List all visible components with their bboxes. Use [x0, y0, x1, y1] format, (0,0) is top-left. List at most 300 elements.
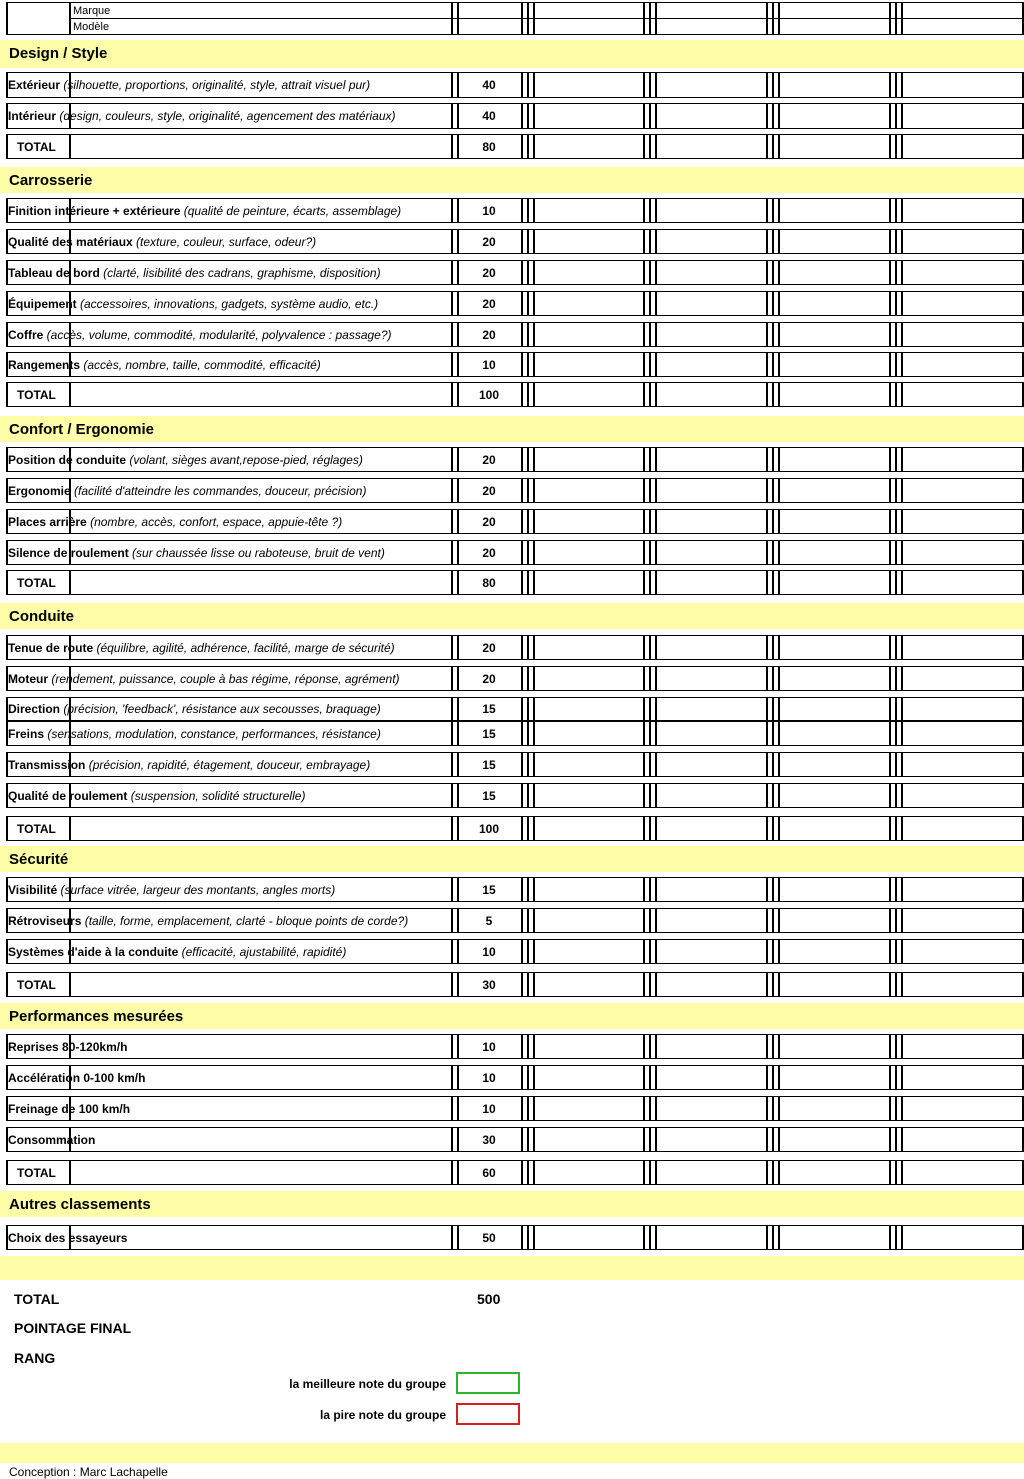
column-divider	[889, 135, 891, 158]
column-divider	[533, 753, 535, 776]
section-title: Conduite	[9, 608, 74, 625]
column-divider	[901, 784, 903, 807]
column-divider	[451, 199, 453, 222]
column-divider	[649, 1161, 651, 1184]
column-divider	[533, 353, 535, 376]
criterion-description: (suspension, solidité structurelle)	[127, 788, 306, 803]
column-divider	[772, 722, 774, 745]
column-divider	[766, 323, 768, 346]
column-divider	[655, 817, 657, 840]
criterion-label	[8, 453, 363, 467]
column-divider	[778, 698, 780, 720]
column-divider	[655, 940, 657, 963]
column-divider	[451, 510, 453, 533]
column-divider	[451, 1066, 453, 1089]
column-divider	[1022, 73, 1024, 97]
criterion-description: (sensations, modulation, constance, performances, résistance)	[44, 726, 381, 741]
column-divider	[889, 1161, 891, 1184]
column-divider	[649, 940, 651, 963]
column-divider	[778, 541, 780, 564]
column-divider	[6, 817, 8, 840]
column-divider	[778, 1066, 780, 1089]
column-divider	[778, 1226, 780, 1249]
column-divider	[901, 1097, 903, 1120]
column-divider	[527, 1128, 529, 1151]
column-divider	[451, 73, 453, 97]
criterion-label	[8, 702, 381, 716]
column-divider	[1022, 541, 1024, 564]
criterion-points: 10	[482, 1070, 496, 1085]
column-divider	[451, 323, 453, 346]
criterion-description: (accessoires, innovations, gadgets, système audio, etc.)	[76, 296, 379, 311]
column-divider	[889, 1035, 891, 1058]
section-total-row	[6, 382, 1024, 407]
column-divider	[451, 261, 453, 284]
column-divider	[772, 323, 774, 346]
column-divider	[895, 73, 897, 97]
column-divider	[451, 479, 453, 502]
column-divider	[655, 636, 657, 659]
criterion-points: 20	[482, 234, 496, 249]
section-total-points: 80	[482, 575, 496, 590]
criterion-description: (rendement, puissance, couple à bas régime, réponse, agrément)	[48, 671, 400, 686]
criterion-description: (accès, nombre, taille, commodité, efficacité)	[80, 357, 321, 372]
column-divider	[778, 261, 780, 284]
column-divider	[901, 636, 903, 659]
column-divider	[895, 448, 897, 471]
column-divider	[766, 541, 768, 564]
column-divider	[889, 722, 891, 745]
column-divider	[766, 383, 768, 406]
column-divider	[766, 1035, 768, 1058]
column-divider	[1022, 1035, 1024, 1058]
criterion-description: (silhouette, proportions, originalité, style, attrait visuel pur)	[60, 78, 371, 92]
column-divider	[6, 383, 8, 406]
column-divider	[527, 698, 529, 720]
column-divider	[655, 541, 657, 564]
column-divider	[527, 973, 529, 996]
pointage-final-label: POINTAGE FINAL	[14, 1320, 132, 1336]
column-divider	[895, 479, 897, 502]
total-label: TOTAL	[17, 139, 56, 154]
column-divider	[527, 722, 529, 745]
column-divider	[1022, 636, 1024, 659]
column-divider	[772, 292, 774, 315]
column-divider	[643, 909, 645, 932]
column-divider	[527, 230, 529, 253]
column-divider	[533, 973, 535, 996]
column-divider	[649, 1035, 651, 1058]
column-divider	[772, 636, 774, 659]
criterion-name: Position de conduite	[8, 452, 127, 467]
column-divider	[521, 292, 523, 315]
column-divider	[889, 292, 891, 315]
column-divider	[533, 261, 535, 284]
criterion-name: Équipement	[8, 296, 77, 311]
total-label: TOTAL	[17, 977, 56, 992]
column-divider	[766, 292, 768, 315]
criterion-label	[8, 1040, 127, 1054]
column-divider	[533, 1035, 535, 1058]
column-divider	[533, 1128, 535, 1151]
column-divider	[889, 571, 891, 594]
column-divider	[895, 940, 897, 963]
column-divider	[1022, 323, 1024, 346]
column-divider	[895, 230, 897, 253]
best-score-legend-label: la meilleure note du groupe	[289, 1377, 446, 1391]
column-divider	[649, 753, 651, 776]
column-divider	[649, 230, 651, 253]
column-divider	[533, 448, 535, 471]
column-divider	[889, 636, 891, 659]
column-divider	[643, 753, 645, 776]
column-divider	[766, 448, 768, 471]
column-divider	[649, 353, 651, 376]
section-total-points: 30	[482, 977, 496, 992]
criterion-label	[8, 727, 381, 741]
column-divider	[69, 135, 71, 158]
column-divider	[643, 199, 645, 222]
section-title: Design / Style	[9, 45, 108, 62]
criterion-label	[8, 1071, 145, 1085]
column-divider	[649, 383, 651, 406]
grand-total-value: 500	[477, 1291, 501, 1307]
best-score-color-box	[456, 1372, 520, 1394]
column-divider	[766, 1097, 768, 1120]
column-divider	[901, 878, 903, 901]
column-divider	[451, 1161, 453, 1184]
column-divider	[889, 230, 891, 253]
criterion-description: (sur chaussée lisse ou raboteuse, bruit de vent)	[128, 545, 385, 560]
column-divider	[451, 383, 453, 406]
column-divider	[521, 667, 523, 690]
column-divider	[655, 698, 657, 720]
column-divider	[895, 1066, 897, 1089]
column-divider	[533, 104, 535, 128]
column-divider	[527, 104, 529, 128]
column-divider	[643, 667, 645, 690]
column-divider	[533, 667, 535, 690]
column-divider	[521, 73, 523, 97]
column-divider	[521, 1161, 523, 1184]
column-divider	[527, 448, 529, 471]
criterion-name: Systèmes d'aide à la conduite	[8, 944, 179, 959]
criterion-label	[8, 484, 366, 498]
credit-band	[0, 1443, 1024, 1463]
column-divider	[889, 261, 891, 284]
summary-band	[0, 1256, 1024, 1280]
column-divider	[521, 636, 523, 659]
column-divider	[451, 448, 453, 471]
criterion-description: (équilibre, agilité, adhérence, facilité, marge de sécurité)	[93, 640, 395, 655]
column-divider	[772, 479, 774, 502]
header-divider	[69, 18, 1024, 19]
column-divider	[889, 940, 891, 963]
criterion-row	[6, 540, 1024, 565]
column-divider	[533, 199, 535, 222]
column-divider	[889, 1066, 891, 1089]
column-divider	[655, 323, 657, 346]
column-divider	[533, 1161, 535, 1184]
criterion-row	[6, 783, 1024, 808]
column-divider	[895, 1128, 897, 1151]
section-title: Autres classements	[9, 1196, 151, 1213]
column-divider	[766, 722, 768, 745]
column-divider	[643, 722, 645, 745]
column-divider	[772, 104, 774, 128]
column-divider	[766, 1128, 768, 1151]
column-divider	[533, 323, 535, 346]
column-divider	[69, 973, 71, 996]
criterion-name: Direction	[8, 702, 61, 716]
column-divider	[451, 230, 453, 253]
column-divider	[778, 784, 780, 807]
column-divider	[778, 973, 780, 996]
column-divider	[533, 1097, 535, 1120]
column-divider	[521, 940, 523, 963]
column-divider	[889, 973, 891, 996]
column-divider	[655, 292, 657, 315]
column-divider	[643, 135, 645, 158]
criterion-name: Accélération 0-100 km/h	[8, 1070, 146, 1085]
column-divider	[527, 199, 529, 222]
column-divider	[772, 698, 774, 720]
column-divider	[1022, 722, 1024, 745]
criterion-points: 15	[482, 702, 496, 716]
column-divider	[649, 541, 651, 564]
column-divider	[1022, 940, 1024, 963]
column-divider	[521, 698, 523, 720]
column-divider	[451, 104, 453, 128]
column-divider	[766, 1226, 768, 1249]
column-divider	[451, 940, 453, 963]
column-divider	[655, 1066, 657, 1089]
column-divider	[1022, 353, 1024, 376]
column-divider	[649, 292, 651, 315]
column-divider	[895, 817, 897, 840]
criterion-row	[6, 291, 1024, 316]
column-divider	[895, 698, 897, 720]
column-divider	[649, 1226, 651, 1249]
criterion-label	[8, 883, 335, 897]
column-divider	[1022, 1066, 1024, 1089]
criterion-label	[8, 235, 316, 249]
column-divider	[901, 1035, 903, 1058]
criterion-label	[8, 266, 381, 280]
column-divider	[649, 1097, 651, 1120]
criterion-label	[8, 1231, 127, 1245]
column-divider	[772, 541, 774, 564]
worst-score-color-box	[456, 1403, 520, 1425]
column-divider	[527, 353, 529, 376]
column-divider	[521, 353, 523, 376]
column-divider	[772, 199, 774, 222]
column-divider	[1022, 261, 1024, 284]
column-divider	[889, 383, 891, 406]
column-divider	[901, 261, 903, 284]
column-divider	[766, 817, 768, 840]
column-divider	[772, 1097, 774, 1120]
criterion-description: (volant, sièges avant,repose-pied, réglages)	[126, 452, 363, 467]
criterion-description: (précision, rapidité, étagement, douceur, embrayage)	[85, 757, 371, 772]
column-divider	[901, 292, 903, 315]
criterion-label	[8, 1133, 95, 1147]
section-total-points: 100	[478, 387, 500, 402]
column-divider	[533, 636, 535, 659]
column-divider	[69, 1161, 71, 1184]
column-divider	[766, 698, 768, 720]
column-divider	[521, 1128, 523, 1151]
column-divider	[643, 1128, 645, 1151]
criterion-points: 20	[482, 327, 496, 342]
column-divider	[772, 878, 774, 901]
column-divider	[1022, 292, 1024, 315]
column-divider	[889, 1128, 891, 1151]
column-divider	[901, 323, 903, 346]
column-divider	[649, 1066, 651, 1089]
criterion-row	[6, 939, 1024, 964]
column-divider	[1022, 230, 1024, 253]
column-divider	[6, 1161, 8, 1184]
criterion-row	[6, 352, 1024, 377]
column-divider	[533, 1226, 535, 1249]
column-divider	[778, 230, 780, 253]
column-divider	[527, 784, 529, 807]
column-divider	[521, 571, 523, 594]
column-divider	[889, 698, 891, 720]
column-divider	[533, 541, 535, 564]
column-divider	[772, 383, 774, 406]
column-divider	[655, 230, 657, 253]
criterion-label	[8, 914, 408, 928]
column-divider	[649, 722, 651, 745]
column-divider	[766, 667, 768, 690]
column-divider	[772, 1128, 774, 1151]
column-divider	[643, 817, 645, 840]
criterion-description: (surface vitrée, largeur des montants, angles morts)	[57, 882, 336, 897]
column-divider	[778, 1097, 780, 1120]
column-divider	[643, 973, 645, 996]
column-divider	[527, 636, 529, 659]
criterion-label	[8, 328, 392, 342]
column-divider	[527, 667, 529, 690]
column-divider	[1022, 973, 1024, 996]
criterion-row	[6, 877, 1024, 902]
column-divider	[901, 940, 903, 963]
column-divider	[643, 292, 645, 315]
column-divider	[643, 323, 645, 346]
column-divider	[766, 753, 768, 776]
column-divider	[778, 817, 780, 840]
column-divider	[655, 973, 657, 996]
column-divider	[451, 135, 453, 158]
column-divider	[533, 817, 535, 840]
column-divider	[6, 135, 8, 158]
column-divider	[643, 940, 645, 963]
column-divider	[533, 698, 535, 720]
criterion-row	[6, 1127, 1024, 1152]
criterion-row	[6, 1065, 1024, 1090]
column-divider	[521, 383, 523, 406]
column-divider	[1022, 1097, 1024, 1120]
column-divider	[643, 571, 645, 594]
column-divider	[766, 73, 768, 97]
column-divider	[655, 1097, 657, 1120]
column-divider	[521, 722, 523, 745]
column-divider	[533, 1066, 535, 1089]
column-divider	[766, 261, 768, 284]
column-divider	[527, 571, 529, 594]
column-divider	[643, 1097, 645, 1120]
column-divider	[778, 1161, 780, 1184]
column-divider	[889, 784, 891, 807]
criterion-name: Places arrière	[8, 514, 87, 529]
criterion-points: 20	[482, 452, 496, 467]
criterion-points: 15	[482, 726, 496, 741]
column-divider	[772, 973, 774, 996]
column-divider	[451, 784, 453, 807]
column-divider	[527, 383, 529, 406]
column-divider	[895, 1161, 897, 1184]
column-divider	[643, 479, 645, 502]
column-divider	[451, 1097, 453, 1120]
column-divider	[772, 1066, 774, 1089]
rang-label: RANG	[14, 1350, 56, 1366]
column-divider	[643, 636, 645, 659]
column-divider	[451, 292, 453, 315]
column-divider	[521, 909, 523, 932]
column-divider	[901, 1161, 903, 1184]
criterion-points: 50	[482, 1230, 496, 1245]
column-divider	[901, 230, 903, 253]
column-divider	[778, 722, 780, 745]
column-divider	[533, 571, 535, 594]
column-divider	[1022, 104, 1024, 128]
criterion-description: (texture, couleur, surface, odeur?)	[132, 234, 317, 249]
column-divider	[766, 784, 768, 807]
column-divider	[766, 104, 768, 128]
column-divider	[901, 73, 903, 97]
column-divider	[649, 698, 651, 720]
column-divider	[527, 323, 529, 346]
column-divider	[1022, 753, 1024, 776]
column-divider	[521, 541, 523, 564]
column-divider	[533, 135, 535, 158]
criterion-label	[8, 641, 395, 655]
criterion-name: Freinage de 100 km/h	[8, 1101, 131, 1116]
column-divider	[889, 909, 891, 932]
column-divider	[901, 1226, 903, 1249]
column-divider	[895, 667, 897, 690]
criterion-points: 15	[482, 788, 496, 803]
criterion-points: 10	[482, 203, 496, 218]
column-divider	[649, 479, 651, 502]
column-divider	[521, 1066, 523, 1089]
column-divider	[895, 1097, 897, 1120]
column-divider	[778, 104, 780, 128]
column-divider	[772, 1035, 774, 1058]
criterion-label	[8, 1102, 130, 1116]
column-divider	[521, 448, 523, 471]
grand-total-label: TOTAL	[14, 1291, 60, 1307]
column-divider	[527, 1161, 529, 1184]
column-divider	[1022, 383, 1024, 406]
column-divider	[901, 135, 903, 158]
column-divider	[901, 510, 903, 533]
column-divider	[895, 878, 897, 901]
column-divider	[778, 353, 780, 376]
column-divider	[901, 479, 903, 502]
